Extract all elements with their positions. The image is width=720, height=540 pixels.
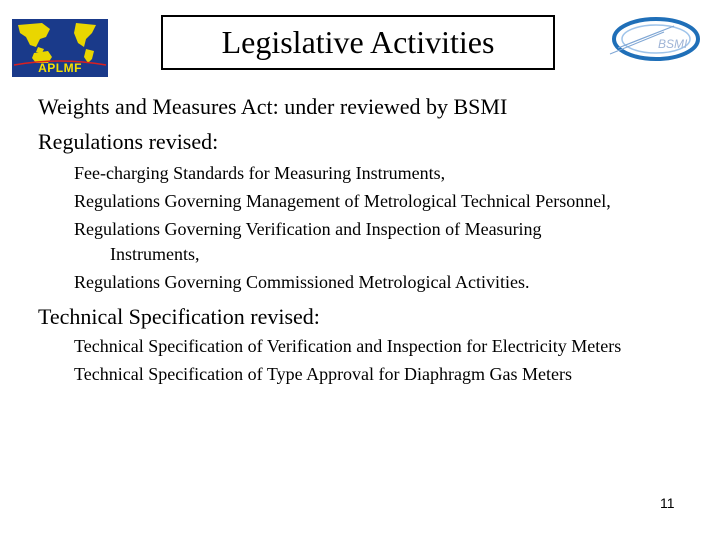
- bsmi-emblem-icon: [604, 14, 704, 64]
- text-line: Instruments,: [110, 244, 200, 264]
- aplmf-logo-text: APLMF: [38, 61, 82, 75]
- aplmf-logo: [12, 19, 108, 77]
- page-number: 11: [660, 495, 675, 511]
- text-line: Technical Specification revised:: [38, 304, 320, 329]
- bsmi-logo-text: BSMI: [658, 37, 688, 51]
- slide-title: Legislative Activities: [161, 15, 555, 70]
- text-line: Regulations Governing Verification and Inspection of Measuring: [74, 219, 542, 239]
- text-line: Regulations Governing Commissioned Metrological Activities.: [74, 272, 530, 292]
- text-line: Regulations Governing Management of Metrological Technical Personnel,: [74, 191, 611, 211]
- bsmi-logo: [604, 14, 704, 64]
- text-line: Technical Specification of Type Approval for Diaphragm Gas Meters: [74, 364, 572, 384]
- text-line: Regulations revised:: [38, 129, 219, 154]
- text-line: Weights and Measures Act: under reviewed by BSMI: [38, 94, 508, 119]
- text-line: Fee-charging Standards for Measuring Instruments,: [74, 163, 446, 183]
- text-line: Technical Specification of Verification and Inspection for Electricity Meters: [74, 336, 622, 356]
